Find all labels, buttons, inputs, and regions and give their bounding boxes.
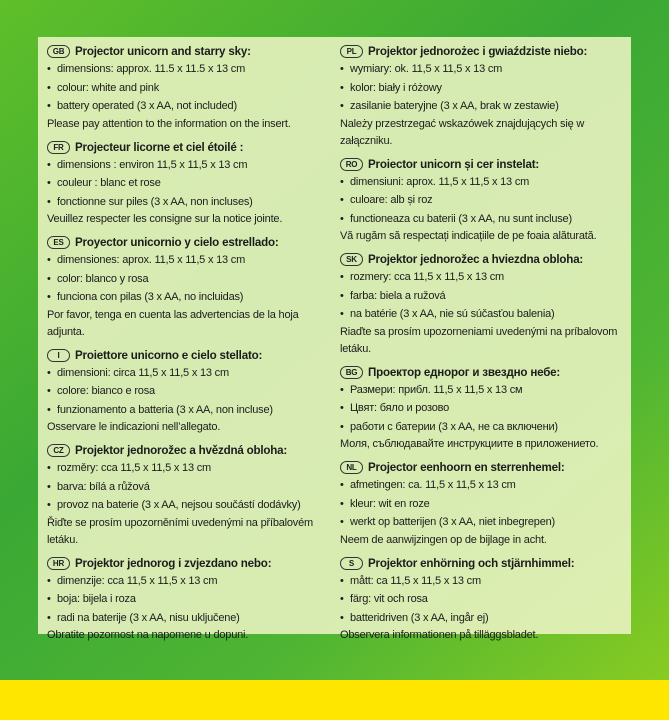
section-sk: SK Projektor jednorožec a hviezdna obloha: • rozmery: cca 11,5 x 11,5 x 13 cm • farba: biela a ružová • na batérie (3 x AA, nie sú súčasťou balenia) Riaďte sa prosím upozorneniami uvedenými na príbalovom letáku. <box>340 251 625 358</box>
language-badge: GB <box>47 45 70 58</box>
spec-item: colore: bianco e rosa <box>57 385 155 397</box>
spec-item: Цвят: бяло и розово <box>350 402 450 414</box>
section-note: Obratite pozornost na napomene u dopuni. <box>47 629 249 641</box>
spec-item: färg: vit och rosa <box>350 593 428 605</box>
spec-item: provoz na baterie (3 x AA, nejsou součástí dodávky) <box>57 499 301 511</box>
section-cz: CZ Projektor jednorožec a hvězdná obloha: • rozměry: cca 11,5 x 11,5 x 13 cm • barva: bílá a růžová • provoz na baterie (3 x AA, nejsou součástí dodávky) Řiďte se prosím upozorněními uvedenými na příbalovém letáku. <box>47 442 332 549</box>
language-badge: FR <box>47 141 70 154</box>
spec-item: fonctionne sur piles (3 x AA, non incluses) <box>57 195 253 208</box>
section-ro: RO Proiector unicorn și cer instelat: • dimensiuni: aprox. 11,5 x 11,5 x 13 cm • culoare: alb și roz • functioneaza cu baterii (3 x AA, nu sunt incluse) Vă rugăm să respectați indicațiile de pe foaia alăturată. <box>340 156 625 246</box>
language-badge: RO <box>340 158 363 171</box>
right-column <box>340 43 625 650</box>
spec-item: работи с батерии (3 x AA, не са включени) <box>350 420 558 433</box>
section-title: Проектор еднорог и звездно небе: <box>368 365 561 379</box>
spec-item: dimensions: approx. 11.5 x 11.5 x 13 cm <box>57 63 246 75</box>
section-note: Моля, съблюдавайте инструкциите в приложението. <box>340 438 599 450</box>
section-note: Veuillez respecter les consigne sur la notice jointe. <box>47 213 283 225</box>
section-title: Projektor jednorožec a hviezdna obloha: <box>368 253 584 266</box>
spec-item: na batérie (3 x AA, nie sú súčasťou balenia) <box>350 308 555 320</box>
spec-item: boja: bijela i roza <box>57 593 136 605</box>
language-badge: PL <box>340 45 363 58</box>
language-badge: NL <box>340 461 363 474</box>
section-bg: BG Проектор еднорог и звездно небе: • Размери: прибл. 11,5 x 11,5 x 13 см • Цвят: бяло и розово • работи с батерии (3 x AA, не са включени) Моля, съблюдавайте инструкциите в приложението. <box>340 364 625 454</box>
section-hr: HR Projektor jednorog i zvjezdano nebo: • dimenzije: cca 11,5 x 11,5 x 13 cm • boja: bijela i roza • radi na baterije (3 x AA, nisu uključene) Obratite pozornost na napomene u dopuni. <box>47 555 332 645</box>
spec-item: barva: bílá a růžová <box>57 480 150 493</box>
section-note: Vă rugăm să respectați indicațiile de pe foaia alăturată. <box>340 230 597 242</box>
spec-item: mått: ca 11,5 x 11,5 x 13 cm <box>350 574 481 587</box>
info-panel <box>38 37 631 641</box>
section-es: ES Proyector unicornio y cielo estrellado: • dimensiones: aprox. 11,5 x 11,5 x 13 cm • color: blanco y rosa • funciona con pilas (3 x AA, no incluidas) Por favor, tenga en cuenta las advertencias de la hoja adjunta. <box>47 234 332 341</box>
spec-item: dimenzije: cca 11,5 x 11,5 x 13 cm <box>57 574 218 587</box>
spec-item: rozmery: cca 11,5 x 11,5 x 13 cm <box>350 271 504 283</box>
spec-item: dimensioni: circa 11,5 x 11,5 x 13 cm <box>57 366 229 379</box>
language-badge: S <box>340 557 363 570</box>
section-note: Observera informationen på tilläggsbladet. <box>340 629 539 641</box>
section-note: Řiďte se prosím upozorněními uvedenými na příbalovém letáku. <box>47 516 313 546</box>
language-badge: CZ <box>47 444 70 457</box>
language-badge: HR <box>47 557 70 570</box>
spec-item: wymiary: ok. 11,5 x 11,5 x 13 cm <box>350 63 503 75</box>
section-title: Projektor jednorog i zvjezdano nebo: <box>75 556 272 570</box>
section-gb: GB Projector unicorn and starry sky: • dimensions: approx. 11.5 x 11.5 x 13 cm • colour: white and pink • battery operated (3 x AA, not included) Please pay attention to the information on the insert. <box>47 43 332 133</box>
section-i: I Proiettore unicorno e cielo stellato: • dimensioni: circa 11,5 x 11,5 x 13 cm • colore: bianco e rosa • funzionamento a batteria (3 x AA, non incluse) Osservare le indicazioni nell’allegato. <box>47 347 332 437</box>
spec-item: dimensions : environ 11,5 x 11,5 x 13 cm <box>57 158 248 171</box>
spec-item: rozměry: cca 11,5 x 11,5 x 13 cm <box>57 462 211 474</box>
spec-item: dimensiuni: aprox. 11,5 x 11,5 x 13 cm <box>350 175 530 188</box>
spec-item: couleur : blanc et rose <box>57 177 161 189</box>
section-pl: PL Projektor jednorożec i gwiaździste niebo: • wymiary: ok. 11,5 x 11,5 x 13 cm • kolor: biały i różowy • zasilanie bateryjne (3 x AA, brak w zestawie) Należy przestrzegać wskazówek znajdujących się w załączniku. <box>340 43 625 150</box>
language-badge: ES <box>47 236 70 249</box>
section-note: Należy przestrzegać wskazówek znajdujących się w załączniku. <box>340 117 585 147</box>
spec-item: colour: white and pink <box>57 81 159 94</box>
section-title: Proyector unicornio y cielo estrellado: <box>75 236 279 249</box>
section-note: Por favor, tenga en cuenta las advertencias de la hoja adjunta. <box>47 308 299 338</box>
spec-item: werkt op batterijen (3 x AA, niet inbegrepen) <box>350 516 556 528</box>
left-column <box>47 43 332 650</box>
spec-item: culoare: alb și roz <box>350 194 433 206</box>
section-note: Osservare le indicazioni nell’allegato. <box>47 421 221 433</box>
language-badge: SK <box>340 253 363 266</box>
section-note: Neem de aanwijzingen op de bijlage in acht. <box>340 533 547 546</box>
spec-item: afmetingen: ca. 11,5 x 11,5 x 13 cm <box>350 479 516 491</box>
spec-item: color: blanco y rosa <box>57 272 149 285</box>
section-s: S Projektor enhörning och stjärnhimmel: • mått: ca 11,5 x 11,5 x 13 cm • färg: vit och rosa • batteridriven (3 x AA, ingår ej) Observera informationen på tilläggsbladet. <box>340 555 625 645</box>
section-title: Projector eenhoorn en sterrenhemel: <box>368 461 565 474</box>
language-badge: BG <box>340 366 363 379</box>
spec-item: funzionamento a batteria (3 x AA, non incluse) <box>57 403 273 416</box>
spec-item: batteridriven (3 x AA, ingår ej) <box>350 611 489 624</box>
spec-item: Размери: прибл. 11,5 x 11,5 x 13 см <box>350 383 523 396</box>
spec-item: battery operated (3 x AA, not included) <box>57 100 237 112</box>
spec-item: kolor: biały i różowy <box>350 81 442 94</box>
spec-item: farba: biela a ružová <box>350 289 446 302</box>
section-title: Proiector unicorn și cer instelat: <box>368 157 540 171</box>
language-badge: I <box>47 349 70 362</box>
yellow-footer-stripe <box>0 680 669 720</box>
spec-item: kleur: wit en roze <box>350 497 430 510</box>
spec-item: dimensiones: aprox. 11,5 x 11,5 x 13 cm <box>57 254 246 266</box>
spec-item: zasilanie bateryjne (3 x AA, brak w zestawie) <box>350 100 559 112</box>
section-note: Riaďte sa prosím upozorneniami uvedenými na príbalovom letáku. <box>340 325 618 355</box>
spec-item: funciona con pilas (3 x AA, no incluidas) <box>57 291 244 303</box>
section-fr: FR Projecteur licorne et ciel étoilé : • dimensions : environ 11,5 x 11,5 x 13 cm • couleur : blanc et rose • fonctionne sur piles (3 x AA, non incluses) Veuillez respecter les consigne sur la notice jointe. <box>47 139 332 229</box>
spec-item: functioneaza cu baterii (3 x AA, nu sunt incluse) <box>350 212 572 225</box>
section-title: Projecteur licorne et ciel étoilé : <box>75 140 244 154</box>
section-title: Projector unicorn and starry sky: <box>75 45 251 58</box>
section-title: Proiettore unicorno e cielo stellato: <box>75 348 263 362</box>
section-nl: NL Projector eenhoorn en sterrenhemel: • afmetingen: ca. 11,5 x 11,5 x 13 cm • kleur: wit en roze • werkt op batterijen (3 x AA, niet inbegrepen) Neem de aanwijzingen op de bijlage in acht. <box>340 459 625 549</box>
section-note: Please pay attention to the information on the insert. <box>47 117 291 130</box>
section-title: Projektor enhörning och stjärnhimmel: <box>368 556 575 570</box>
spec-item: radi na baterije (3 x AA, nisu uključene) <box>57 611 240 624</box>
section-title: Projektor jednorožec a hvězdná obloha: <box>75 444 288 457</box>
section-title: Projektor jednorożec i gwiaździste niebo: <box>368 45 588 58</box>
